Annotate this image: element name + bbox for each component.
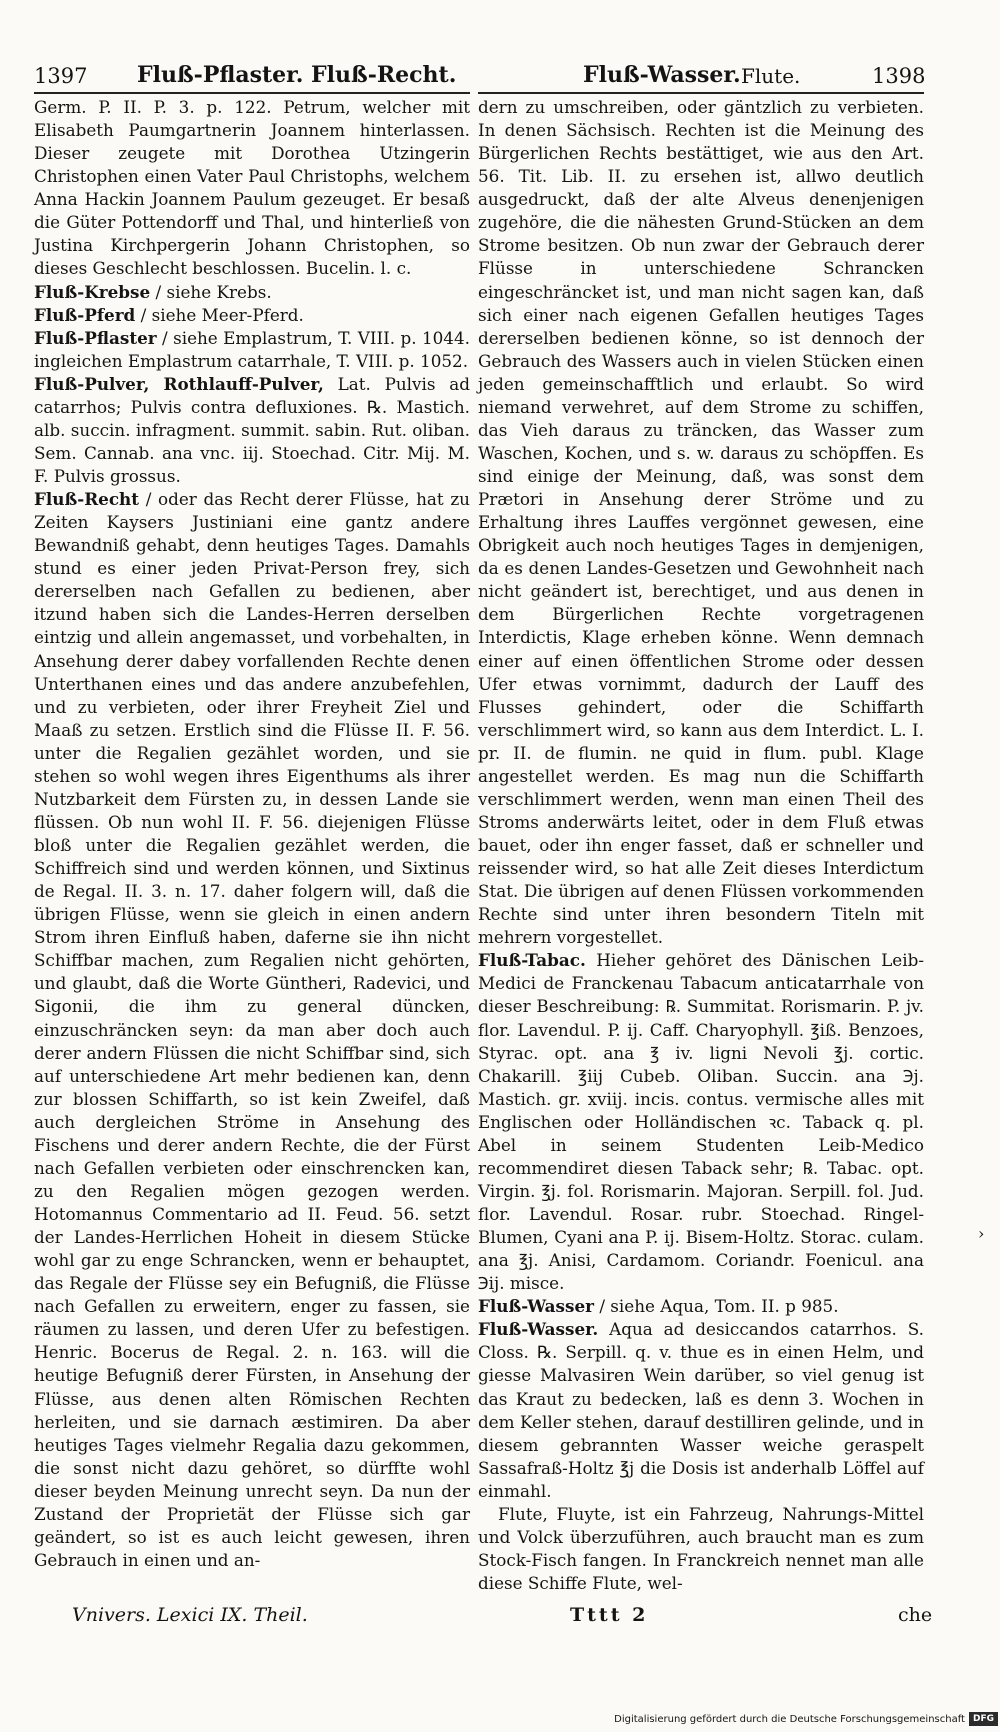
entry-text: / siehe Aqua, Tom. II. p 985. — [599, 1296, 839, 1317]
entry-head: Fluß-Pulver, Rothlauff-Pulver, — [34, 373, 324, 394]
entry-text: Flute, Fluyte, ist ein Fahrzeug, Nahrungs-Mittel und Volck überzuführen, auch braucht man es zum Stock-Fisch fangen. In Franckreich nennet man alle diese Schiffe Flute, wel- — [478, 1503, 924, 1593]
entry-text: dern zu umschreiben, oder gäntzlich zu verbieten. In denen Sächsisch. Rechten ist die Meinung des Bürgerlichen Rechts bestättiget, wie aus den Art. 56. Tit. Lib. II. zu ersehen ist, allwo deutlich ausgedruckt, daß der alte Alveus denenjenigen zugehöre, die die nähesten Grund-Stücken an dem Strome besitzen. Ob nun zwar der Gebrauch derer Flüsse in unterschiedene Schrancken eingeschräncket ist, und man nicht sagen kan, daß sich einer nach eigenen Gefallen heutiges Tages dererselben bedienen könne, so ist dennoch der Gebrauch des Wassers auch in vielen Stücken einen jeden gemeinschafftlich und erlaubt. So wird niemand verwehret, auf dem Strome zu schiffen, das Vieh daraus zu träncken, das Wasser zum Waschen, Kochen, und s. w. daraus zu schöpffen. Es sind einige der Meinung, daß, was sonst dem Prætori in Ansehung derer Ströme und zu Erhaltung ihres Lauffes vergönnet gewesen, eine Obrigkeit auch noch heutiges Tages in demjenigen, da es denen Landes-Gesetzen und Gewohnheit nach nicht geändert ist, berechtiget, und aus denen in dem Bürgerlichen Rechte vorgetragenen Interdictis, Klage erheben könne. Wenn demnach einer auf einen öffentlichen Strome oder dessen Ufer etwas vornimmt, dadurch der Lauff des Flusses gehindert, oder die Schiffarth verschlimmert wird, so kann aus dem Interdict. L. I. pr. II. de flumin. ne quid in flum. publ. Klage angestellet werden. Es mag nun die Schiffarth verschlimmert werden, wenn man einen Theil des Stroms anderwärts leitet, oder in dem Fluß etwas bauet, oder ihn enger fasset, daß er schneller und reissender wird, so hat alle Zeit dieses Interdictum Stat. Die übrigen auf denen Flüssen vorkommenden Rechte sind unter ihren besondern Titeln mit mehrern vorgestellet. — [478, 97, 924, 948]
dfg-logo-icon: DFG — [969, 1712, 998, 1726]
left-column — [34, 96, 470, 1572]
entry-text: / oder das Recht derer Flüsse, hat zu Zeiten Kaysers Justiniani eine gantz andere Bewandniß gehabt, denn heutiges Tages. Damahls stund es einer jeden Privat-Person frey, sich dererselben nach Gefallen zu bedienen, aber itzund haben sich die Landes-Herren derselben eintzig und allein angemasset, und vorbehalten, in Ansehung derer dabey vorfallenden Rechte denen Unterthanen eines und das andere anzubefehlen, und zu verbieten, oder ihrer Freyheit Ziel und Maaß zu setzen. Erstlich sind die Flüsse II. F. 56. unter die Regalien gezählet worden, und sie stehen so wohl wegen ihres Eigenthums als ihrer Nutzbarkeit dem Fürsten zu, in dessen Lande sie flüssen. Ob nun wohl II. F. 56. diejenigen Flüsse bloß unter die Regalien gezählet werden, die Schiffreich sind und werden können, und Sixtinus de Regal. II. 3. n. 17. daher folgern will, daß die übrigen Flüsse, wenn sie gleich in einen andern Strom ihren Einfluß haben, daferne sie ihn nicht Schiffbar machen, zum Regalien nicht gehörten, und glaubt, daß die Worte Güntheri, Radevici, und Sigonii, die ihm zu general düncken, einzuschräncken seyn: da man aber doch auch derer andern Flüssen die nicht Schiffbar sind, sich auf unterschiedene Art mehr bedienen kan, denn zur blossen Schiffarth, so ist kein Zweifel, daß auch dergleichen Ströme in Ansehung des Fischens und derer andern Rechte, die der Fürst nach Gefallen verbieten oder einschrencken kan, zu den Regalien mögen gezogen werden. Hotomannus Commentario ad II. Feud. 56. setzt der Landes-Herrlichen Hoheit in diesem Stücke wohl gar zu enge Schrancken, wenn er behauptet, das Regale der Flüsse sey ein Befugniß, die Flüsse nach Gefallen zu erweitern, enger zu fassen, sie räumen zu lassen, und deren Ufer zu befestigen. Henric. Bocerus de Regal. 2. n. 163. will die heutige Befugniß derer Fürsten, in Ansehung der Flüsse, aus denen alten Römischen Rechten herleiten, und sie darnach æstimiren. Da aber heutiges Tages vielmehr Regalia dazu gekommen, die sonst nicht dazu gehöret, so dürffte wohl dieser beyden Meinung unrecht seyn. Da nun der Zustand der Proprietät der Flüsse sich gar geändert, so ist es auch leicht gewesen, ihren Gebrauch in einen und an- — [34, 489, 470, 1570]
left-header-rule — [34, 92, 470, 94]
entry-paragraph — [478, 1503, 924, 1595]
entry-head: Fluß-Pflaster — [34, 327, 157, 348]
entry-text: Lat. Pulvis ad catarrhos; Pulvis contra defluxiones. ℞. Mastich. alb. succin. infragment. summit. sabin. Rut. oliban. Sem. Cannab. ana vnc. iij. Stoechad. Citr. Mij. M. F. Pulvis grossus. — [34, 373, 470, 486]
entry-paragraph — [34, 281, 470, 304]
entry-text: Aqua ad desiccandos catarrhos. S. Closs. ℞. Serpill. q. v. thue es in einen Helm, und giesse Malvasiren Wein darüber, so viel genug ist das Kraut zu bedecken, laß es denn 3. Wochen in dem Keller stehen, darauf destilliren gelinde, und in diesem gebrannten Wasser weiche geraspelt Sassafraß-Holtz ℥j die Dosis ist anderhalb Löffel auf einmahl. — [478, 1319, 924, 1501]
entry-paragraph — [34, 373, 470, 488]
entry-paragraph — [34, 304, 470, 327]
entry-text: / siehe Emplastrum, T. VIII. p. 1044. ingleichen Emplastrum catarrhale, T. VIII. p. 1052. — [34, 327, 470, 371]
footer-catchword: che — [898, 1604, 933, 1626]
right-running-catchword: Flute. — [741, 64, 801, 88]
entry-text: / siehe Krebs. — [155, 281, 272, 302]
right-running-title: Fluß-Wasser. — [583, 62, 741, 88]
margin-mark: › — [978, 1224, 985, 1243]
entry-head: Fluß-Tabac. — [478, 950, 586, 971]
digitization-credit — [598, 1712, 998, 1728]
entry-paragraph — [34, 488, 470, 1572]
entry-head: Fluß-Wasser. — [478, 1319, 599, 1340]
entry-paragraph — [34, 327, 470, 373]
entry-text: / siehe Meer-Pferd. — [140, 304, 304, 325]
left-page-number: 1397 — [34, 64, 88, 88]
signature-mark-left: Vnivers. Lexici IX. Theil. — [72, 1604, 308, 1626]
entry-head: Fluß-Wasser — [478, 1296, 594, 1317]
entry-text: Hieher gehöret des Dänischen Leib-Medici de Franckenau Tabacum anticatarrhale von dieser Beschreibung: ℞. Summitat. Rorismarin. P. jv. flor. Lavendul. P. ij. Caff. Charyophyll. ℥iß. Benzoes, Styrac. opt. ana ℥ iv. ligni Nevoli ℥j. cortic. Chakarill. ℥iij Cubeb. Oliban. Succin. ana ℈j. Mastich. gr. xviij. incis. contus. vermische alles mit Englischen oder Holländischen ꝛc. Taback q. pl. Abel in seinem Studenten Leib-Medico recommendiret diesen Taback sehr; ℞. Tabac. opt. Virgin. ℥j. fol. Rorismarin. Majoran. Serpill. fol. Jud. flor. Lavendul. Rosar. rubr. Stoechad. Ringel-Blumen, Cyani ana P. ij. Bisem-Holtz. Storac. culam. ana ℥j. Anisi, Cardamom. Coriandr. Foenicul. ana ℈ij. misce. — [478, 950, 924, 1294]
entry-paragraph — [34, 96, 470, 281]
entry-paragraph — [478, 1318, 924, 1503]
left-running-title: Fluß-Pflaster. Fluß-Recht. — [137, 62, 457, 88]
entry-paragraph — [478, 949, 924, 1295]
entry-head: Fluß-Recht — [34, 489, 139, 510]
entry-paragraph — [478, 96, 924, 949]
entry-head: Fluß-Krebse — [34, 281, 151, 302]
entry-paragraph — [478, 1295, 924, 1318]
entry-head: Fluß-Pferd — [34, 304, 136, 325]
right-page-number: 1398 — [872, 64, 926, 88]
entry-text: Germ. P. II. P. 3. p. 122. Petrum, welcher mit Elisabeth Paumgartnerin Joannem hinterlassen. Dieser zeugete mit Dorothea Utzingerin Christophen einen Vater Paul Christophs, welchem Anna Hackin Joannem Paulum gezeuget. Er besaß die Güter Pottendorff und Thal, und hinterließ von Justina Kirchpergerin Johann Christophen, so dieses Geschlecht beschlossen. Bucelin. l. c. — [34, 97, 470, 279]
right-header-rule — [478, 92, 924, 94]
right-column — [478, 96, 924, 1595]
credit-text: Digitalisierung gefördert durch die Deutsche Forschungsgemeinschaft — [614, 1714, 965, 1725]
signature-mark-right: Tttt 2 — [570, 1604, 649, 1626]
